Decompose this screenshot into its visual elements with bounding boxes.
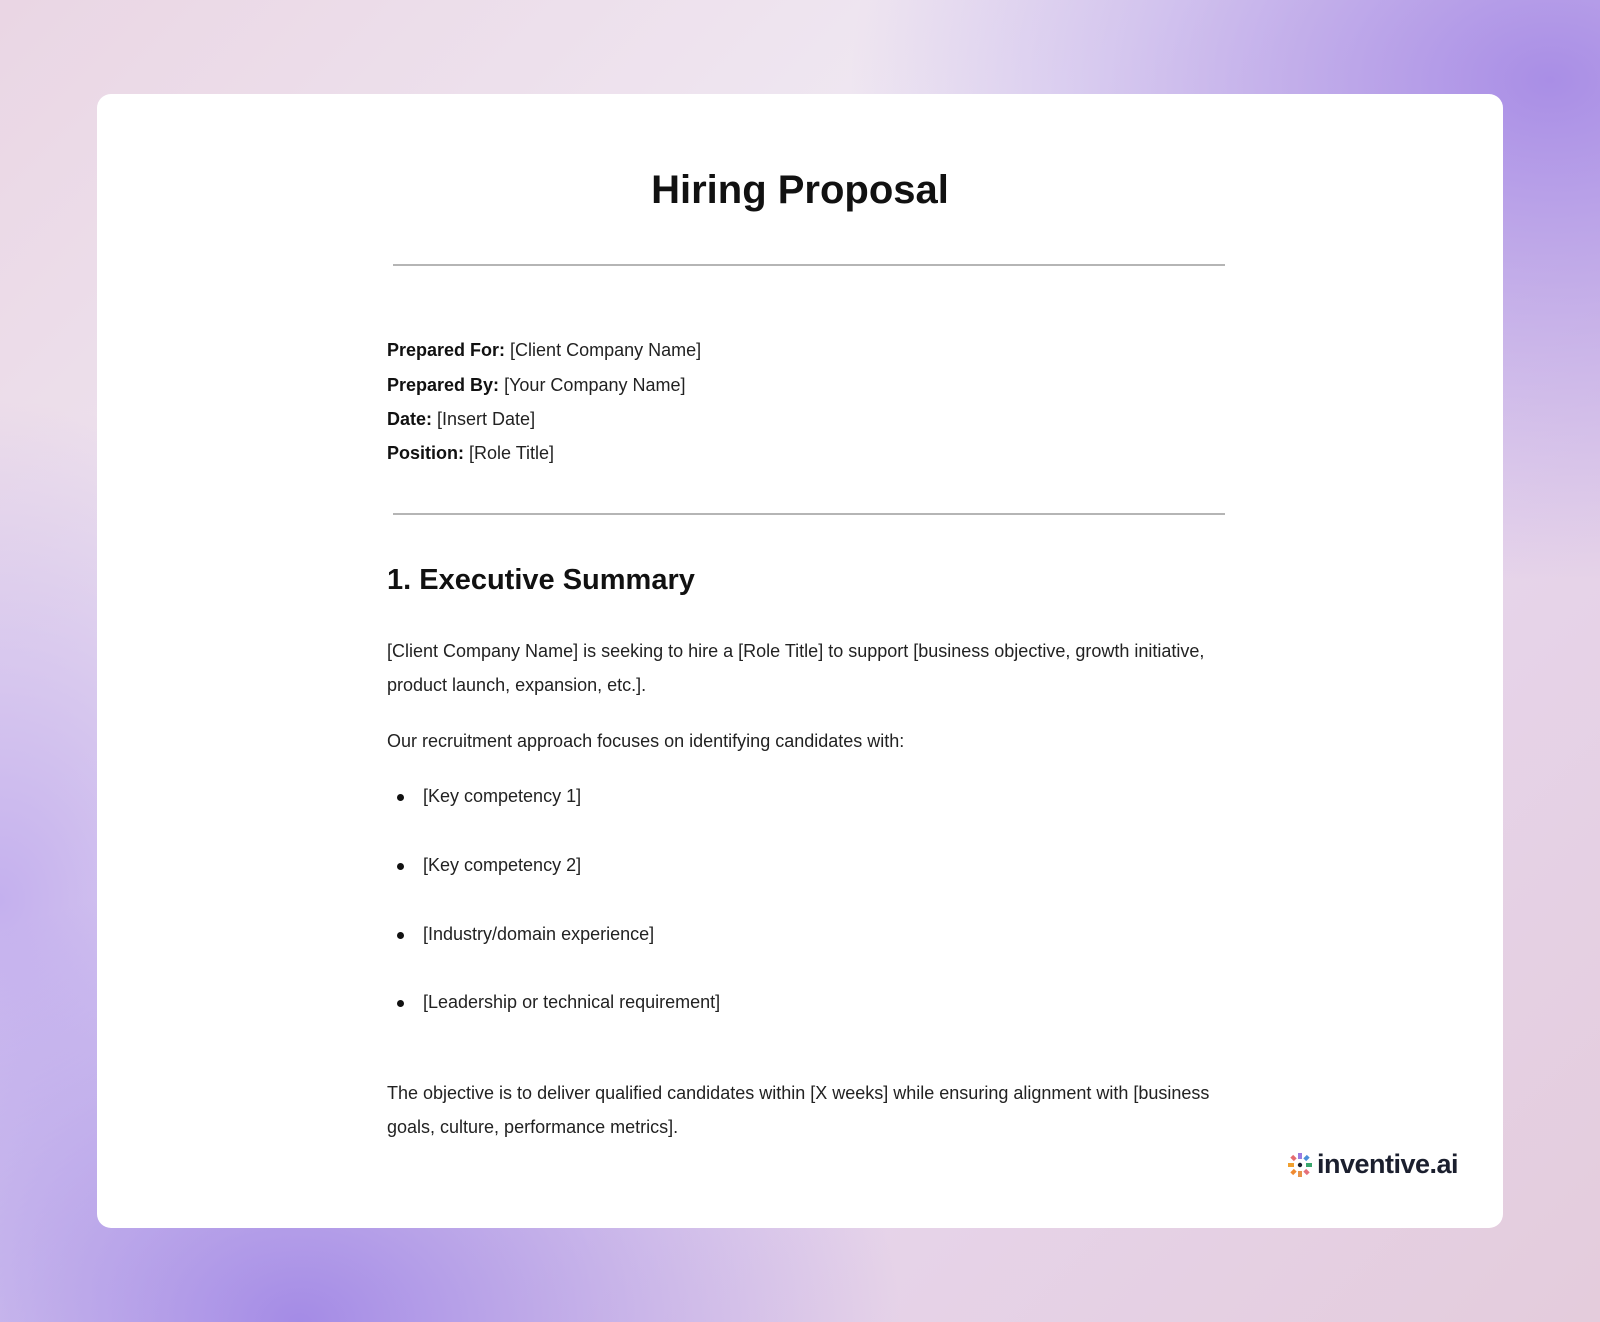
document-title: Hiring Proposal	[651, 168, 949, 212]
meta-value: [Insert Date]	[437, 409, 536, 429]
meta-value: [Your Company Name]	[504, 375, 686, 395]
bullet-icon	[397, 1000, 404, 1007]
meta-prepared-by	[387, 375, 686, 396]
list-item-text: [Key competency 1]	[423, 786, 582, 806]
bullet-icon	[397, 863, 404, 870]
paragraph: Our recruitment approach focuses on identifying candidates with:	[387, 731, 905, 751]
paragraph: The objective is to deliver qualified candidates within [X weeks] while ensuring alignment with [business goals, culture, performance metrics].	[387, 1083, 1210, 1137]
meta-value: [Role Title]	[469, 443, 555, 463]
meta-label: Position:	[387, 443, 464, 463]
meta-label: Prepared By:	[387, 375, 500, 395]
brand-logo	[1287, 1149, 1458, 1180]
list-item-text: [Industry/domain experience]	[423, 924, 655, 944]
meta-position	[387, 443, 554, 464]
meta-date	[387, 409, 535, 430]
bullet-icon	[397, 794, 404, 801]
inventive-logo-icon	[1287, 1152, 1313, 1178]
list-item	[423, 924, 654, 945]
meta-prepared-for	[387, 340, 701, 361]
document-card	[97, 94, 1503, 1228]
divider	[393, 264, 1225, 266]
list-item	[423, 855, 581, 876]
list-item	[423, 786, 581, 807]
divider	[393, 513, 1225, 515]
paragraph: [Client Company Name] is seeking to hire a [Role Title] to support [business objective, growth initiative, product launch, expansion, etc.].	[387, 641, 1205, 695]
meta-label: Prepared For:	[387, 340, 506, 360]
bullet-icon	[397, 932, 404, 939]
list-item	[423, 992, 720, 1013]
meta-value: [Client Company Name]	[510, 340, 702, 360]
meta-label: Date:	[387, 409, 433, 429]
logo-text: inventive.ai	[1317, 1149, 1459, 1179]
section-heading: 1. Executive Summary	[387, 564, 695, 596]
list-item-text: [Leadership or technical requirement]	[423, 992, 721, 1012]
list-item-text: [Key competency 2]	[423, 855, 582, 875]
